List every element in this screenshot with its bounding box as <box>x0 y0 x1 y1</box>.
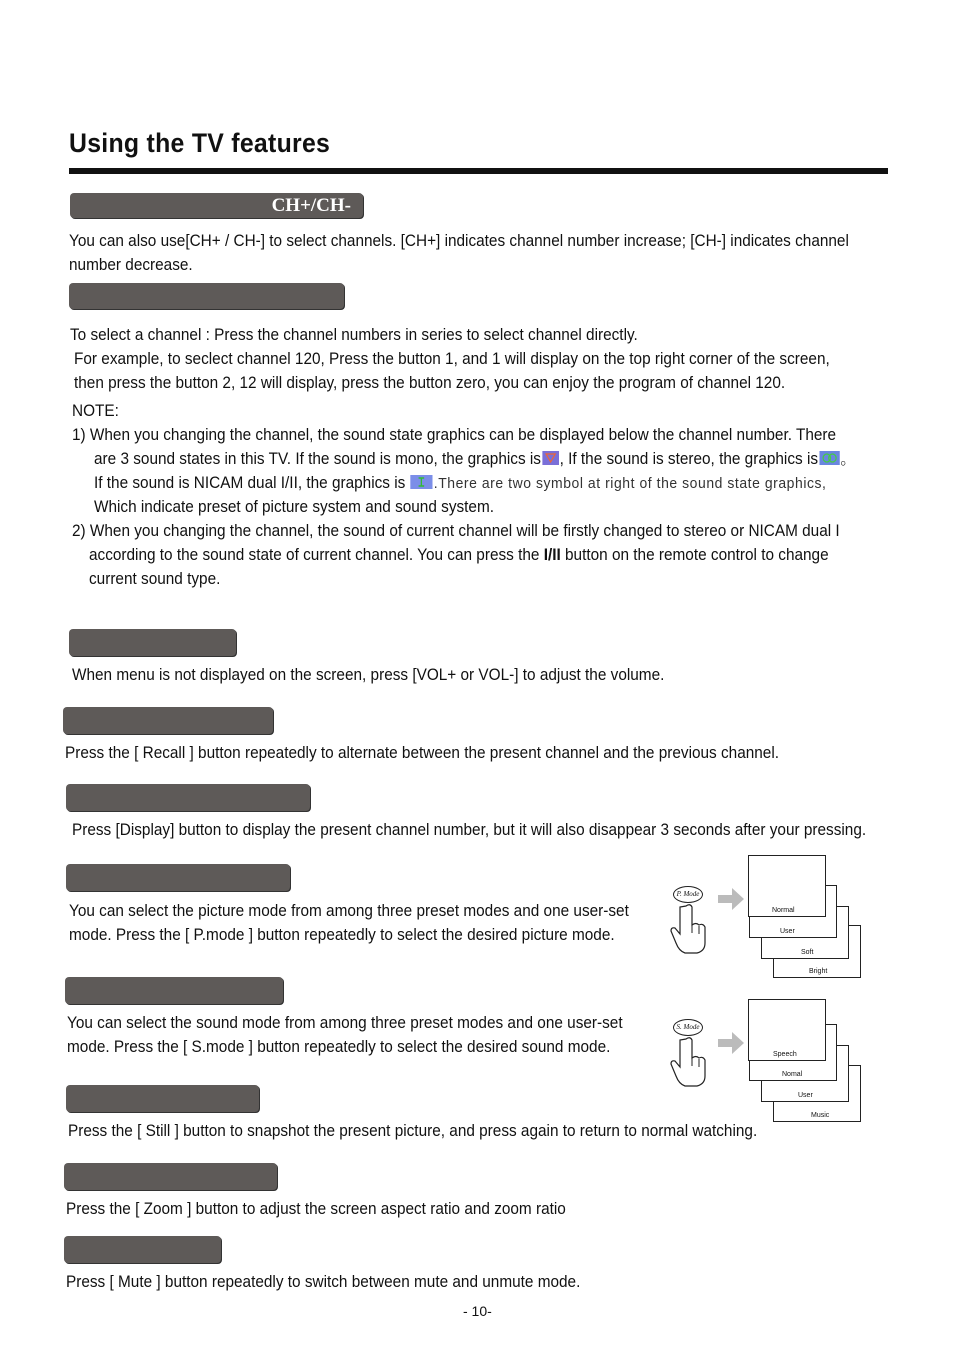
smode-mode-2: Nomal <box>782 1071 803 1078</box>
smode-mode-1: Speech <box>773 1051 797 1058</box>
pmode-screen-1 <box>748 855 826 917</box>
page-number: - 10- <box>463 1303 492 1319</box>
pmode-mode-3: Soft <box>801 949 814 956</box>
ch-text-line1: You can also use[CH+ / CH-] to select channels. [CH+] indicates channel number increase; [CH-] indicates channel <box>69 232 849 250</box>
pmode-mode-4: Bright <box>809 968 828 975</box>
note2-i-ii: I/II <box>543 546 561 564</box>
smode-line2: mode. Press the [ S.mode ] button repeatedly to select the desired sound mode. <box>67 1038 611 1056</box>
smode-diagram <box>660 993 870 1128</box>
pmode-button-icon: P. Mode <box>673 886 703 903</box>
nicam-sound-icon <box>411 475 433 489</box>
hand-press-icon <box>668 902 708 954</box>
pmode-mode-2: User <box>780 928 795 935</box>
section-bar-display <box>66 784 310 811</box>
note1-line2 <box>94 447 856 471</box>
smode-button-icon: S. Mode <box>673 1019 703 1036</box>
note2-line3: current sound type. <box>89 570 221 588</box>
vol-text: When menu is not displayed on the screen, press [VOL+ or VOL-] to adjust the volume. <box>72 666 665 684</box>
arrow-right-icon <box>718 888 744 910</box>
note2-line1: 2) When you changing the channel, the sound of current channel will be firstly changed to stereo or NICAM dual I <box>72 522 840 540</box>
section-bar-mute <box>64 1236 221 1263</box>
note1-nicam-text: If the sound is NICAM dual I/II, the graphics is <box>94 474 406 492</box>
smode-screen-1 <box>748 999 826 1061</box>
note1-period: 。 <box>840 450 856 468</box>
recall-text: Press the [ Recall ] button repeatedly to alternate between the present channel and the previous channel. <box>65 744 780 762</box>
note2-line2 <box>89 543 829 567</box>
page-title: Using the TV features <box>69 128 331 158</box>
section-bar-zoom <box>64 1163 277 1190</box>
mute-text: Press [ Mute ] button repeatedly to switch between mute and unmute mode. <box>66 1273 581 1291</box>
note1-line4: Which indicate preset of picture system and sound system. <box>94 498 495 516</box>
mono-sound-icon <box>542 451 559 465</box>
note2-line2-a: according to the sound state of current channel. You can press the <box>89 546 544 564</box>
note-label: NOTE: <box>72 402 119 420</box>
smode-mode-4: Music <box>811 1112 830 1119</box>
pmode-line2: mode. Press the [ P.mode ] button repeatedly to select the desired picture mode. <box>69 926 615 944</box>
display-text: Press [Display] button to display the present channel number, but it will also disappear 3 seconds after your pressing. <box>72 821 867 839</box>
note1-mono-text: are 3 sound states in this TV. If the sound is mono, the graphics is <box>94 450 541 468</box>
ch-text-line2: number decrease. <box>69 256 193 274</box>
select-text-line2: For example, to seclect channel 120, Press the button 1, and 1 will display on the top right corner of the screen, <box>74 350 830 368</box>
pmode-mode-1: Normal <box>772 907 795 914</box>
section-bar-select <box>69 283 344 309</box>
note1-symbol-text: .There are two symbol at right of the sound state graphics, <box>433 475 827 492</box>
smode-line1: You can select the sound mode from among three preset modes and one user-set <box>67 1014 623 1032</box>
title-rule <box>69 168 888 174</box>
note1-line3 <box>94 471 826 496</box>
note2-line2-b: button on the remote control to change <box>560 546 829 564</box>
still-text: Press the [ Still ] button to snapshot the present picture, and press again to return to normal watching. <box>68 1122 758 1140</box>
section-bar-volume <box>69 629 236 656</box>
smode-mode-3: User <box>798 1092 813 1099</box>
pmode-diagram <box>660 850 870 985</box>
section-bar-ch <box>70 193 363 218</box>
hand-press-icon-2 <box>668 1035 708 1087</box>
select-text-line3: then press the button 2, 12 will display, press the button zero, you can enjoy the program of channel 120. <box>74 374 786 392</box>
stereo-sound-icon <box>819 451 839 465</box>
section-bar-smode <box>65 977 283 1004</box>
arrow-right-icon-2 <box>718 1032 744 1054</box>
select-text-line1: To select a channel : Press the channel numbers in series to select channel directly. <box>70 326 638 344</box>
pmode-line1: You can select the picture mode from among three preset modes and one user-set <box>69 902 629 920</box>
zoom-text: Press the [ Zoom ] button to adjust the screen aspect ratio and zoom ratio <box>66 1200 566 1218</box>
note1-line1: 1) When you changing the channel, the sound state graphics can be displayed below the channel number. There <box>72 426 837 444</box>
section-bar-pmode <box>66 864 290 891</box>
note1-stereo-text: , If the sound is stereo, the graphics is <box>559 450 819 468</box>
section-bar-recall <box>63 707 273 734</box>
section-label-ch: CH+/CH- <box>271 195 351 216</box>
section-bar-still <box>66 1085 259 1112</box>
